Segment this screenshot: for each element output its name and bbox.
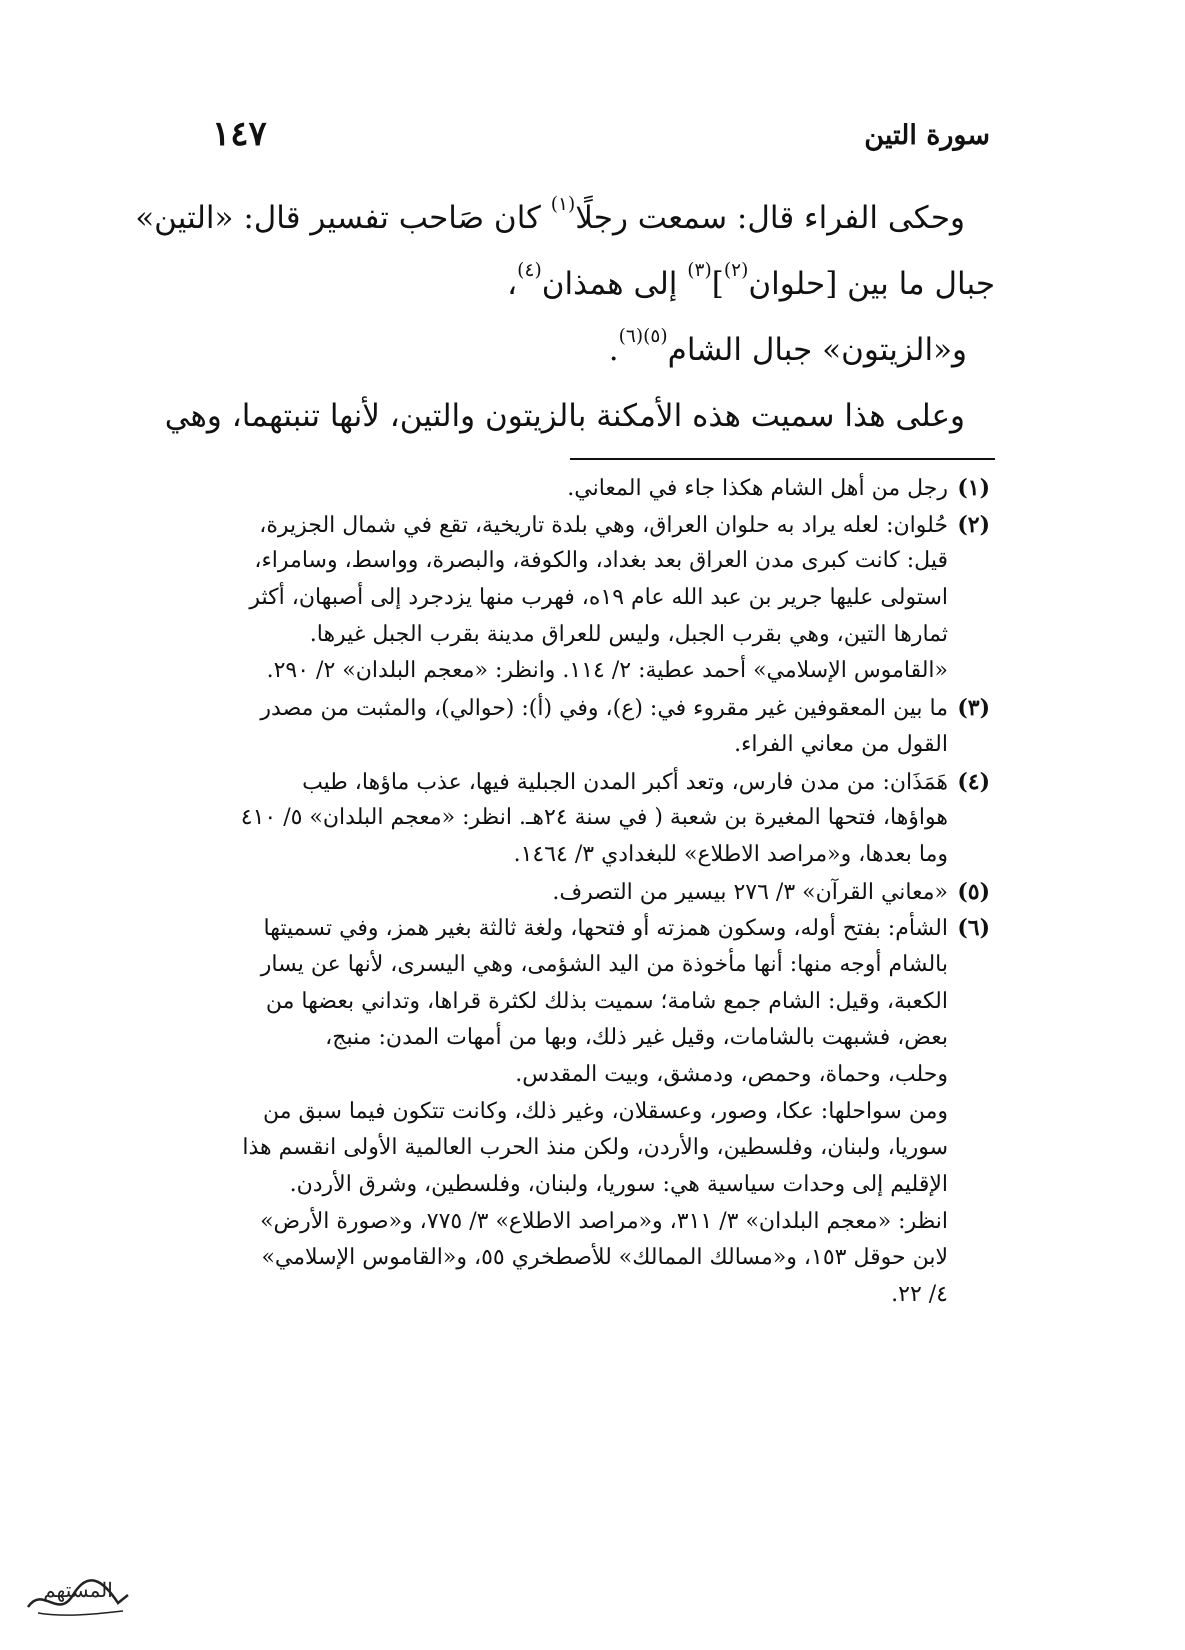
footnote-2-line: ثمارها التين، وهي بقرب الجبل، وليس للعراق مدينة بقرب الجبل غيرها. [309, 621, 948, 647]
footnote-6-line: بالشام أوجه منها: أنها مأخوذة من اليد الشؤمى، وهي اليسرى، لأنها عن يسار [260, 951, 948, 977]
main-text [135, 194, 995, 464]
footnote-3: (٣)ما بين المعقوفين غير مقروء في: (ع)، وفي (أ): (حوالي)، والمثبت من مصدر [260, 695, 990, 722]
footnote-6-line: انظر: «معجم البلدان» ٣/ ٣١١، و«مراصد الاطلاع» ٣/ ٧٧٥، و«صورة الأرض» [260, 1208, 948, 1234]
footnote-separator [570, 458, 995, 460]
footnote-5: (٥)«معاني القرآن» ٣/ ٢٧٦ بيسير من التصرف. [552, 878, 990, 905]
footnote-3-line: القول من معاني الفراء. [734, 731, 948, 757]
footnote-6: (٦)الشأم: بفتح أوله، وسكون همزته أو فتحها، ولغة ثالثة بغير همز، وفي تسميتها [263, 915, 990, 942]
footnote-2-line: قيل: كانت كبرى مدن العراق بعد بغداد، والكوفة، والبصرة، وواسط، وسامراء، [254, 548, 948, 574]
footnote-ref-4: (٤) [517, 260, 542, 281]
footnote-ref-3: (٣) [687, 260, 712, 281]
footnote-6-line: الكعبة، وقيل: الشام جمع شامة؛ سميت بذلك لكثرة قراها، وتداني بعضها من [265, 988, 948, 1014]
footnote-4-line: وما بعدها، و«مراصد الاطلاع» للبغدادي ٣/ ١٤٦٤. [513, 841, 948, 867]
footnote-ref-1: (١) [550, 194, 576, 215]
footnote-4: (٤)هَمَذَان: من مدن فارس، وتعد أكبر المدن الجبلية فيها، عذب ماؤها، طيب [302, 768, 990, 795]
footnote-6-line: وحلب، وحماة، وحمص، ودمشق، وبيت المقدس. [515, 1062, 948, 1087]
footnote-2-line: استولى عليها جرير بن عبد الله عام ١٩ه، فهرب منها يزدجرد إلى أصبهان، أكثر [249, 585, 948, 611]
footnotes [160, 470, 990, 1314]
footnote-6-line: سوريا، ولبنان، وفلسطين، والأردن، ولكن منذ الحرب العالمية الأولى انقسم هذا [242, 1135, 948, 1161]
footnote-6-line: ومن سواحلها: عكا، وصور، وعسقلان، وغير ذلك، وكانت تتكون فيما سبق من [262, 1098, 948, 1124]
publisher-logo-icon [18, 1565, 138, 1625]
footnote-1: (١)رجل من أهل الشام هكذا جاء في المعاني. [567, 475, 990, 501]
footnote-4-line: هواؤها، فتحها المغيرة بن شعبة ( في سنة ٢٤هـ. انظر: «معجم البلدان» ٥/ ٤١٠ [240, 805, 948, 831]
text-line-2: جبال ما بين [حلوان$^{(٢)}$]$^{(٣)}$ إلى همذان$^{(٤)}$، [507, 260, 995, 302]
text-line-1: وحكى الفراء قال: سمعت رجلًا$^{(١)}$ كان صَاحب تفسير قال: «التين» [135, 194, 965, 236]
text-line-4: وعلى هذا سميت هذه الأمكنة بالزيتون والتين، لأنها تنبتهما، وهي [164, 398, 965, 434]
footnote-2: (٢)حُلوان: لعله يراد به حلوان العراق، وهي بلدة تاريخية، تقع في شمال الجزيرة، [259, 511, 990, 538]
running-head [200, 114, 990, 160]
footnote-6-line: الإقليم إلى وحدات سياسية هي: سوريا، ولبنان، وفلسطين، وشرق الأردن. [289, 1172, 948, 1198]
page-number: ١٤٧ [212, 114, 267, 154]
footnote-6-line: لابن حوقل ١٥٣، و«مسالك الممالك» للأصطخري ٥٥، و«القاموس الإسلامي» [261, 1245, 948, 1271]
footnote-6-line: بعض، فشبهت بالشامات، وقيل غير ذلك، وبها من أمهات المدن: منبج، [325, 1025, 948, 1051]
footnote-ref-5-6: (٥)(٦) [618, 326, 668, 347]
surah-title: سورة التين [864, 120, 990, 151]
footnote-2-line: «القاموس الإسلامي» أحمد عطية: ٢/ ١١٤. وانظر: «معجم البلدان» ٢/ ٢٩٠. [266, 658, 948, 684]
svg-text:المستهم: المستهم [43, 1578, 113, 1602]
footnote-6-line: ٤/ ٢٢. [891, 1282, 948, 1308]
text-line-3: و«الزيتون» جبال الشام$^{(٥)(٦)}$. [608, 326, 967, 368]
footnote-ref-2: (٢) [723, 260, 749, 281]
